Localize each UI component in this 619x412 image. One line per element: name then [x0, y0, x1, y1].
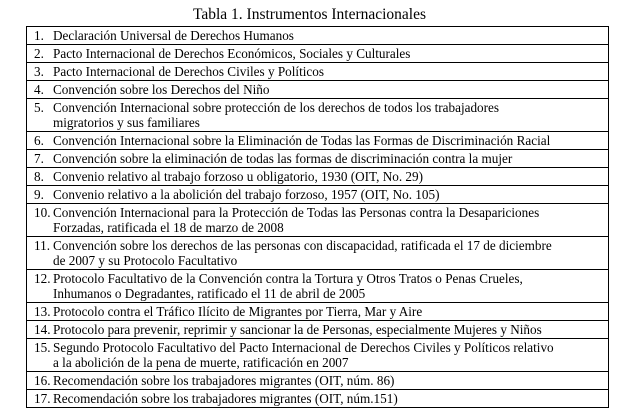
table-row [27, 339, 609, 372]
row-text: Convenio relativo a la abolición del trabajo forzoso, 1957 (OIT, No. 105) [53, 187, 440, 202]
row-number: 15. [34, 340, 51, 355]
row-number: 7. [34, 151, 44, 166]
table-cell [27, 81, 609, 99]
row-number: 14. [34, 322, 51, 337]
row-text-continuation: migratorios y sus familiares [53, 115, 200, 130]
row-number: 3. [34, 64, 44, 79]
table-row [27, 81, 609, 99]
row-text: Pacto Internacional de Derechos Civiles y Políticos [53, 64, 325, 79]
row-number: 13. [34, 304, 51, 319]
table-row [27, 168, 609, 186]
row-text: Convenio relativo al trabajo forzoso u obligatorio, 1930 (OIT, No. 29) [53, 169, 424, 184]
row-number: 5. [34, 100, 44, 115]
row-number: 17. [34, 391, 51, 406]
table-cell [27, 303, 609, 321]
table-row [27, 303, 609, 321]
table-title: Tabla 1. Instrumentos Internacionales [192, 6, 427, 23]
table-cell [27, 99, 609, 132]
table-row [27, 321, 609, 339]
table-row [27, 372, 609, 390]
row-text: Recomendación sobre los trabajadores migrantes (OIT, núm.151) [53, 391, 398, 406]
table-cell [27, 150, 609, 168]
row-text: Declaración Universal de Derechos Humanos [53, 28, 294, 43]
table-row [27, 63, 609, 81]
row-number: 6. [34, 133, 44, 148]
table-cell [27, 339, 609, 372]
row-number: 11. [34, 238, 50, 253]
row-text: Convención Internacional sobre protección de los derechos de todos los trabajadores [53, 100, 500, 115]
table-cell [27, 204, 609, 237]
table-cell [27, 372, 609, 390]
table-cell [27, 237, 609, 270]
table-cell [27, 321, 609, 339]
row-number: 10. [34, 205, 51, 220]
table-row [27, 204, 609, 237]
row-text: Convención sobre los Derechos del Niño [53, 82, 270, 97]
row-text: Convención sobre los derechos de las personas con discapacidad, ratificada el 17 de diciembre [53, 238, 552, 253]
row-text: Segundo Protocolo Facultativo del Pacto Internacional de Derechos Civiles y Políticos relativo [53, 340, 554, 355]
table-cell [27, 45, 609, 63]
row-text-continuation: de 2007 y su Protocolo Facultativo [53, 253, 238, 268]
row-text-continuation: Forzadas, ratificada el 18 de marzo de 2008 [53, 220, 284, 235]
table-cell [27, 27, 609, 45]
table-cell [27, 63, 609, 81]
table-row [27, 27, 609, 45]
row-number: 4. [34, 82, 44, 97]
table-row [27, 99, 609, 132]
row-text: Protocolo para prevenir, reprimir y sancionar la de Personas, especialmente Mujeres y Niños [53, 322, 542, 337]
table-row [27, 390, 609, 408]
instruments-table [26, 26, 609, 408]
table-cell [27, 132, 609, 150]
table-row [27, 132, 609, 150]
table-cell [27, 270, 609, 303]
row-text-continuation: Inhumanos o Degradantes, ratificado el 11 de abril de 2005 [53, 286, 366, 301]
row-number: 9. [34, 187, 44, 202]
table-cell [27, 186, 609, 204]
row-number: 1. [34, 28, 44, 43]
row-text: Protocolo contra el Tráfico Ilícito de Migrantes por Tierra, Mar y Aire [53, 304, 423, 319]
row-text: Protocolo Facultativo de la Convención contra la Tortura y Otros Tratos o Penas Crueles, [53, 271, 523, 286]
row-number: 8. [34, 169, 44, 184]
row-text: Pacto Internacional de Derechos Económicos, Sociales y Culturales [53, 46, 411, 61]
instruments-table-body [27, 27, 609, 408]
table-row [27, 186, 609, 204]
table-cell [27, 390, 609, 408]
row-number: 12. [34, 271, 51, 286]
table-row [27, 150, 609, 168]
table-cell [27, 168, 609, 186]
row-text: Recomendación sobre los trabajadores migrantes (OIT, núm. 86) [53, 373, 395, 388]
row-text: Convención Internacional para la Protección de Todas las Personas contra la Desapariciones [53, 205, 540, 220]
row-number: 16. [34, 373, 51, 388]
row-number: 2. [34, 46, 44, 61]
table-row [27, 270, 609, 303]
row-text: Convención Internacional sobre la Eliminación de Todas las Formas de Discriminación Racial [53, 133, 551, 148]
row-text: Convención sobre la eliminación de todas las formas de discriminación contra la mujer [53, 151, 513, 166]
table-row [27, 45, 609, 63]
row-text-continuation: a la abolición de la pena de muerte, ratificación en 2007 [53, 355, 349, 370]
table-row [27, 237, 609, 270]
